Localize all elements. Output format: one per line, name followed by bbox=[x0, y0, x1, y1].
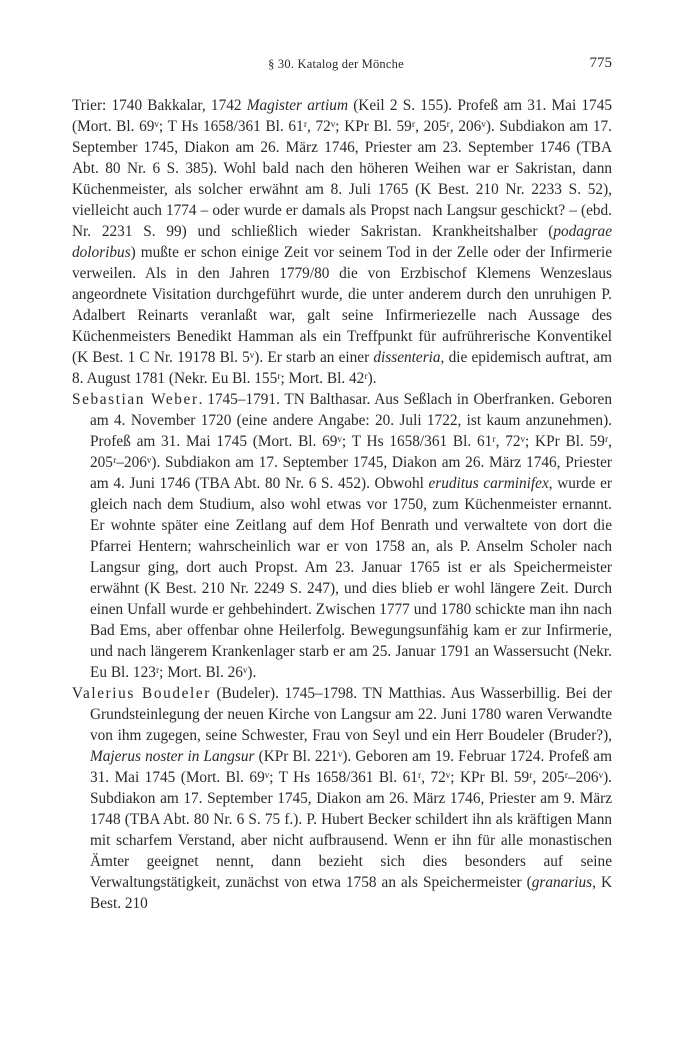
text-segment: , wurde er gleich nach dem Studium, also wohl etwas vor 1750, zum Küchenmeister ernannt. Er wohnte später eine Zeitlang auf dem Hof Benrath und verwaltete von dort die Pfarrei Hentern; wahrscheinlich war er von 1758 an, als P. Anselm Scholer nach Langsur ging, dort auch Propst. Am 23. Januar 1765 ist er als Speichermeister erwähnt (K Best. 210 Nr. 2249 S. 247), und dies blieb er wohl längere Zeit. Durch einen Unfall wurde er gehbehindert. Zwischen 1777 und 1780 schickte man ihn nach Bad Ems, aber offenbar ohne Heilerfolg. Bewegungsunfähig kam er zur Infirmerie, und nach längerem Krankenlager starb er am 25. Januar 1791 an Wassersucht (Nekr. Eu Bl. 123ʳ; Mort. Bl. 26ᵛ). bbox=[90, 475, 612, 681]
text-segment: . 1745–1791. TN Balthasar. Aus Seßlach in Oberfranken. Geboren am 4. November 1720 (eine andere Angabe: 20. Juli 1722, ist kaum anzunehmen). Profeß am 31. Mai 1745 (Mort. Bl. 69ᵛ; T Hs 1658/361 Bl. 61ʳ, 72ᵛ; KPr Bl. 59ʳ, 205ʳ–206ᵛ). Subdiakon am 17. September 1745, Diakon am 26. März 1746, Priester am 4. Juni 1746 (TBA Abt. 80 Nr. 6 S. 452). Obwohl bbox=[90, 391, 612, 492]
page-header bbox=[60, 55, 612, 75]
monk-name: Valerius Boudeler bbox=[72, 685, 211, 702]
italic-text: Magister artium bbox=[246, 97, 348, 114]
running-title: § 30. Katalog der Mönche bbox=[268, 57, 404, 71]
text-segment: Trier: 1740 Bakkalar, 1742 bbox=[72, 97, 247, 114]
italic-text: granarius bbox=[531, 874, 593, 891]
page-number: 775 bbox=[589, 55, 612, 71]
italic-text: Majerus noster in Langsur bbox=[90, 748, 255, 765]
italic-text: podagrae doloribus bbox=[72, 223, 612, 261]
text-segment: ) mußte er schon einige Zeit vor seinem Tod in der Zelle oder der Infirmerie verweilen. Als in den Jahren 1779/80 die von Erzbischof Klemens Wenzeslaus angeordnete Visitation durchgeführt wurde, die unter anderem durch den unruhigen P. Adalbert Reinarts veranlaßt war, galt seine Infirmeriezelle nach Aussage des Küchenmeisters Benedikt Hamman als ein Treffpunkt für aufrührerische Konventikel (K Best. 1 C Nr. 19178 Bl. 5ᵛ). Er starb an einer bbox=[72, 244, 612, 366]
italic-text: dissenteria bbox=[373, 349, 441, 366]
text-segment: , die epidemisch auftrat, am 8. August 1781 (Nekr. Eu Bl. 155ʳ; Mort. Bl. 42ʳ). bbox=[72, 349, 612, 387]
page-body bbox=[72, 95, 612, 914]
monk-name: Sebastian Weber bbox=[72, 391, 199, 408]
entry-valerius-boudeler bbox=[72, 683, 612, 914]
entry-sebastian-weber bbox=[72, 389, 612, 683]
text-segment: (Budeler). 1745–1798. TN Matthias. Aus Wasserbillig. Bei der Grundsteinlegung der neuen Kirche von Langsur am 22. Juni 1780 waren Verwandte von ihm zugegen, seine Schwester, Frau von Seyl und ein Herr Boudeler (Bruder?), bbox=[90, 685, 612, 744]
entry-continued bbox=[72, 95, 612, 389]
text-segment: , K Best. 210 bbox=[90, 874, 612, 912]
text-segment: (KPr Bl. 221ᵛ). Geboren am 19. Februar 1724. Profeß am 31. Mai 1745 (Mort. Bl. 69ᵛ; T Hs 1658/361 Bl. 61ʳ, 72ᵛ; KPr Bl. 59ʳ, 205ʳ–206ᵛ). Subdiakon am 17. September 1745, Diakon am 26. März 1746, Priester am 9. März 1748 (TBA Abt. 80 Nr. 6 S. 75 f.). P. Hubert Becker schildert ihn als kräftigen Mann mit scharfem Verstand, aber nicht aufbrausend. Wenn er ihn für alle monastischen Ämter geeignet nennt, dann bezieht sich dies besonders auf seine Verwaltungstätigkeit, zunächst von etwa 1758 an als Speichermeister ( bbox=[90, 748, 612, 891]
text-segment: (Keil 2 S. 155). Profeß am 31. Mai 1745 (Mort. Bl. 69ᵛ; T Hs 1658/361 Bl. 61ʳ, 72ᵛ; KPr Bl. 59ʳ, 205ʳ, 206ᵛ). Subdiakon am 17. September 1745, Diakon am 26. März 1746, Priester am 23. September 1746 (TBA Abt. 80 Nr. 6 S. 385). Wohl bald nach den höheren Weihen war er Sakristan, dann Küchenmeister, als solcher erwähnt am 8. Juli 1765 (K Best. 210 Nr. 2233 S. 52), vielleicht auch 1774 – oder wurde er damals als Propst nach Langsur geschickt? – (ebd. Nr. 2231 S. 99) und schließlich wieder Sakristan. Krankheitshalber ( bbox=[72, 97, 612, 240]
italic-text: eruditus carminifex bbox=[428, 475, 549, 492]
